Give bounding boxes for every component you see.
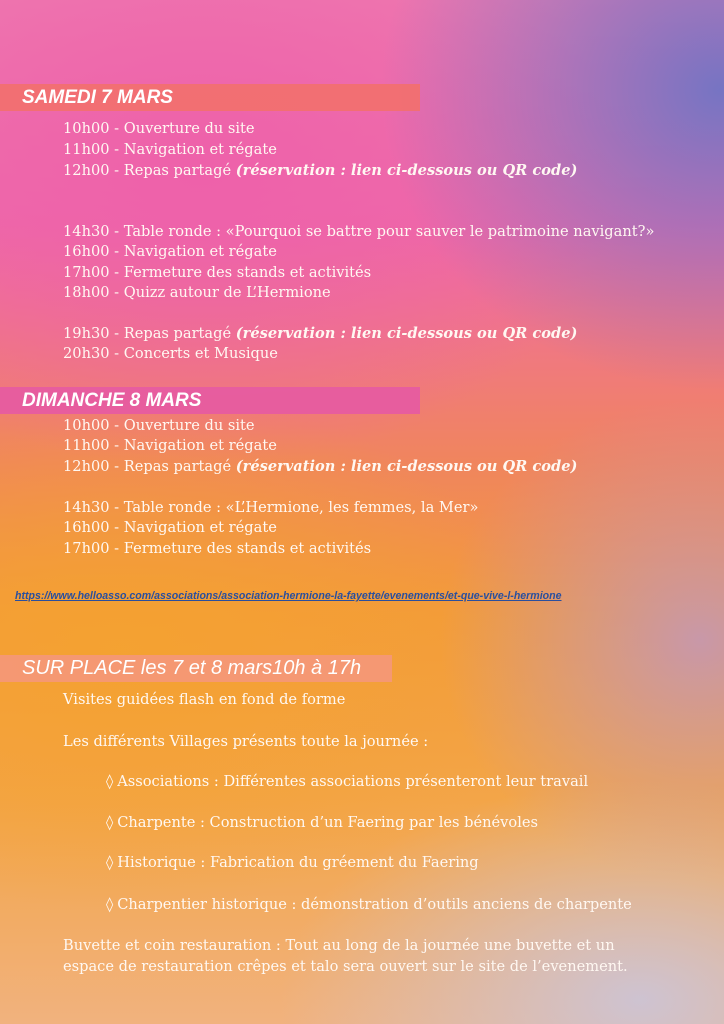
- schedule-item: 10h00 - Ouverture du site: [63, 417, 255, 434]
- villages-intro: Les différents Villages présents toute la journée :: [63, 733, 429, 750]
- schedule-item: 14h30 - Table ronde : «Pourquoi se battre pour sauver le patrimoine navigant?»: [63, 223, 655, 240]
- diamond-bullet-icon: ◊: [106, 814, 114, 831]
- schedule-item: 10h00 - Ouverture du site: [63, 120, 255, 137]
- village-item: ◊ Historique : Fabrication du gréement du Faering: [106, 854, 479, 871]
- schedule-item: 12h00 - Repas partagé (réservation : lien ci-dessous ou QR code): [63, 458, 578, 475]
- sunday-heading: DIMANCHE 8 MARS: [0, 387, 420, 414]
- buvette-text-line1: Buvette et coin restauration : Tout au long de la journée une buvette et un: [63, 937, 615, 954]
- schedule-item: 11h00 - Navigation et régate: [63, 437, 277, 454]
- village-item: ◊ Associations : Différentes associations présenteront leur travail: [106, 773, 589, 790]
- diamond-bullet-icon: ◊: [106, 854, 114, 871]
- schedule-item: 19h30 - Repas partagé (réservation : lien ci-dessous ou QR code): [63, 325, 578, 342]
- schedule-item: 16h00 - Navigation et régate: [63, 243, 277, 260]
- village-item: ◊ Charpentier historique : démonstration d’outils anciens de charpente: [106, 896, 632, 913]
- village-item: ◊ Charpente : Construction d’un Faering par les bénévoles: [106, 814, 538, 831]
- diamond-bullet-icon: ◊: [106, 773, 114, 790]
- buvette-text-line2: espace de restauration crêpes et talo sera ouvert sur le site de l’evenement.: [63, 958, 628, 975]
- schedule-item: 17h00 - Fermeture des stands et activités: [63, 540, 372, 557]
- schedule-item: 17h00 - Fermeture des stands et activités: [63, 264, 372, 281]
- schedule-item: 18h00 - Quizz autour de L’Hermione: [63, 284, 331, 301]
- visits-text: Visites guidées flash en fond de forme: [63, 691, 346, 708]
- schedule-item: 14h30 - Table ronde : «L’Hermione, les femmes, la Mer»: [63, 499, 479, 516]
- schedule-item: 16h00 - Navigation et régate: [63, 519, 277, 536]
- schedule-item: 20h30 - Concerts et Musique: [63, 345, 278, 362]
- saturday-heading: SAMEDI 7 MARS: [0, 84, 420, 111]
- diamond-bullet-icon: ◊: [106, 896, 114, 913]
- reservation-link[interactable]: https://www.helloasso.com/associations/association-hermione-la-fayette/evenements/et-que-vive-l-hermione: [15, 590, 562, 602]
- schedule-item: 11h00 - Navigation et régate: [63, 141, 277, 158]
- on-site-heading: SUR PLACE les 7 et 8 mars10h à 17h: [0, 655, 392, 682]
- schedule-item: 12h00 - Repas partagé (réservation : lien ci-dessous ou QR code): [63, 162, 578, 179]
